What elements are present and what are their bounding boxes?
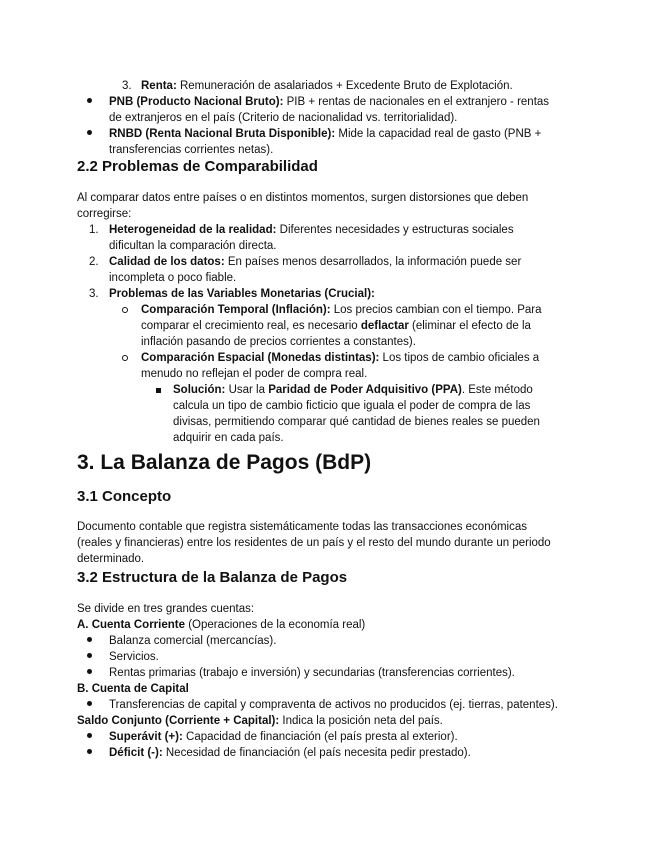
list-number: 3.	[122, 80, 132, 92]
term-text: PIB + rentas de nacionales en el extranjero - rentas	[283, 96, 550, 108]
saldo-line	[77, 713, 443, 729]
term-label: Déficit (-):	[109, 747, 163, 759]
paragraph: Al comparar datos entre países o en distintos momentos, surgen distorsiones que deben	[77, 192, 529, 204]
sub-item-temporal	[141, 302, 542, 318]
term-label: RNBD (Renta Nacional Bruta Disponible):	[109, 128, 336, 140]
bullet-icon	[87, 130, 92, 135]
term-label: Comparación Temporal (Inflación):	[141, 304, 331, 316]
term-text: En países menos desarrollados, la información puede ser	[224, 256, 522, 268]
section-heading-3: 3. La Balanza de Pagos (BdP)	[77, 451, 372, 474]
term-label: PNB (Producto Nacional Bruto):	[109, 96, 284, 108]
term-text: comparar el crecimiento real, es necesario	[141, 320, 361, 332]
term-text: Indica la posición neta del país.	[279, 715, 443, 727]
paragraph: Se divide en tres grandes cuentas:	[77, 603, 255, 615]
term-label: Saldo Conjunto (Corriente + Capital):	[77, 715, 280, 727]
list-item: Servicios.	[109, 651, 159, 663]
term-text: Remuneración de asalariados + Excedente Bruto de Explotación.	[176, 80, 513, 92]
term-text: Usar la	[225, 384, 269, 396]
list-item: Balanza comercial (mercancías).	[109, 635, 277, 647]
term-label: Solución:	[173, 384, 226, 396]
list-item	[109, 254, 521, 270]
list-item	[109, 286, 375, 302]
term-text: Necesidad de financiación (el país necesita pedir prestado).	[162, 747, 471, 759]
term-label: Calidad de los datos:	[109, 256, 225, 268]
paragraph-cont: determinado.	[77, 553, 145, 565]
sub-item-cont	[141, 318, 531, 334]
pnb-item-cont: de extranjeros en el país (Criterio de nacionalidad vs. territorialidad).	[109, 112, 458, 124]
term-label: deflactar	[360, 320, 409, 332]
list-number: 1.	[89, 224, 99, 236]
solution-cont: calcula un tipo de cambio ficticio que iguala el poder de compra de las	[173, 400, 531, 412]
bullet-icon	[87, 98, 92, 103]
list-number: 3.	[89, 288, 99, 300]
term-text: (Operaciones de la economía real)	[185, 619, 366, 631]
bullet-icon	[87, 701, 92, 706]
sub-item-cont: inflación pasando de precios corrientes a constantes).	[141, 336, 416, 348]
paragraph-cont: corregirse:	[77, 208, 132, 220]
pnb-item	[109, 94, 549, 110]
term-label: Superávit (+):	[109, 731, 183, 743]
circle-bullet-icon	[122, 355, 128, 361]
term-text: . Este método	[461, 384, 533, 396]
list-item	[109, 729, 458, 745]
bullet-icon	[87, 653, 92, 658]
account-b-title	[77, 681, 189, 697]
section-heading-2-2: 2.2 Problemas de Comparabilidad	[77, 158, 318, 175]
list-number: 2.	[89, 256, 99, 268]
solution-cont: divisas, permitiendo comparar qué cantidad de bienes reales se pueden	[173, 416, 540, 428]
list-item	[109, 745, 471, 761]
term-label: Problemas de las Variables Monetarias (Crucial):	[109, 288, 375, 300]
list-item	[109, 222, 514, 238]
term-text: Los precios cambian con el tiempo. Para	[330, 304, 542, 316]
section-heading-3-2: 3.2 Estructura de la Balanza de Pagos	[77, 569, 348, 586]
solution-cont: adquirir en cada país.	[173, 432, 284, 444]
list-item-cont: incompleta o poco fiable.	[109, 272, 237, 284]
paragraph-cont: (reales y financieras) entre los residentes de un país y el resto del mundo durante un periodo	[77, 537, 551, 549]
list-item-cont: dificultan la comparación directa.	[109, 240, 277, 252]
rnbd-item-cont: transferencias corrientes netas).	[109, 144, 274, 156]
section-heading-3-1: 3.1 Concepto	[77, 488, 172, 505]
bullet-icon	[87, 637, 92, 642]
term-label: B. Cuenta de Capital	[77, 683, 189, 695]
term-label: A. Cuenta Corriente	[77, 619, 185, 631]
term-text: Los tipos de cambio oficiales a	[379, 352, 540, 364]
solution-item	[173, 382, 533, 398]
list-item: Rentas primarias (trabajo e inversión) y secundarias (transferencias corrientes).	[109, 667, 515, 679]
renta-item	[141, 78, 513, 94]
term-label: Renta:	[141, 80, 177, 92]
square-bullet-icon	[156, 388, 161, 393]
term-label: Heterogeneidad de la realidad:	[109, 224, 277, 236]
term-text: Mide la capacidad real de gasto (PNB +	[335, 128, 542, 140]
bullet-icon	[87, 733, 92, 738]
paragraph: Documento contable que registra sistemáticamente todas las transacciones económicas	[77, 521, 528, 533]
term-label: Comparación Espacial (Monedas distintas):	[141, 352, 380, 364]
circle-bullet-icon	[122, 307, 128, 313]
term-text: (eliminar el efecto de la	[408, 320, 531, 332]
term-text: Diferentes necesidades y estructuras sociales	[276, 224, 514, 236]
list-item: Transferencias de capital y compraventa de activos no producidos (ej. tierras, patentes).	[109, 699, 558, 711]
bullet-icon	[87, 669, 92, 674]
rnbd-item	[109, 126, 541, 142]
sub-item-cont: menudo no reflejan el poder de compra real.	[141, 368, 368, 380]
term-text: Capacidad de financiación (el país presta al exterior).	[182, 731, 458, 743]
sub-item-espacial	[141, 350, 539, 366]
term-label: Paridad de Poder Adquisitivo (PPA)	[268, 384, 462, 396]
account-a-title	[77, 617, 365, 633]
bullet-icon	[87, 749, 92, 754]
